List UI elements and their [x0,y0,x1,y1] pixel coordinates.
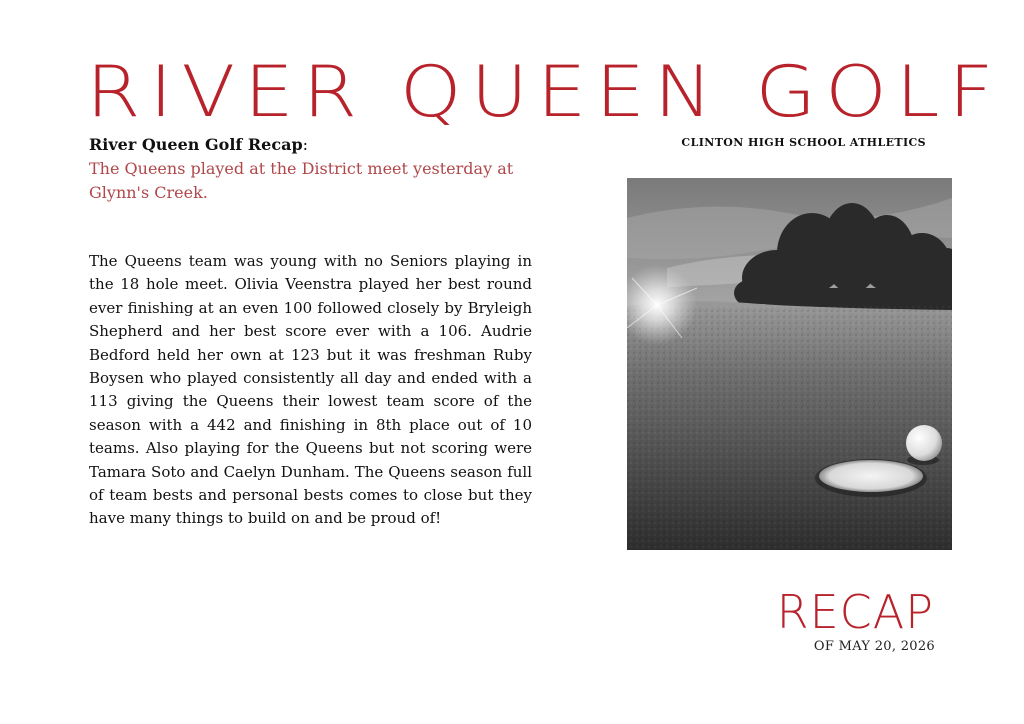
golf-photo [627,178,952,550]
article-body: The Queens team was young with no Seniors playing in the 18 hole meet. Olivia Veenstra played her best round ever finishing at an even 100 followed closely by Bryleigh Shepherd and her best score ever with a 106. Audrie Bedford held her own at 123 but it was freshman Ruby Boysen who played consistently all day and ended with a 113 giving the Queens their lowest team score of the season with a 442 and finishing in 8th place out of 10 teams. Also playing for the Queens but not scoring were Tamara Soto and Caelyn Dunham. The Queens season full of team bests and personal bests comes to close but they have many things to build on and be proud of! [89,252,532,528]
school-subtitle: CLINTON HIGH SCHOOL ATHLETICS [681,136,926,149]
masthead-title: RIVER QUEEN GOLF [86,51,1003,133]
intro-colon: : [302,135,309,154]
recap-label: RECAP [776,585,934,639]
intro-block [89,133,539,205]
recap-date: OF MAY 20, 2026 [813,639,935,654]
intro-heading: River Queen Golf Recap [89,135,303,154]
intro-summary: The Queens played at the District meet yesterday at Glynn's Creek. [89,159,514,202]
